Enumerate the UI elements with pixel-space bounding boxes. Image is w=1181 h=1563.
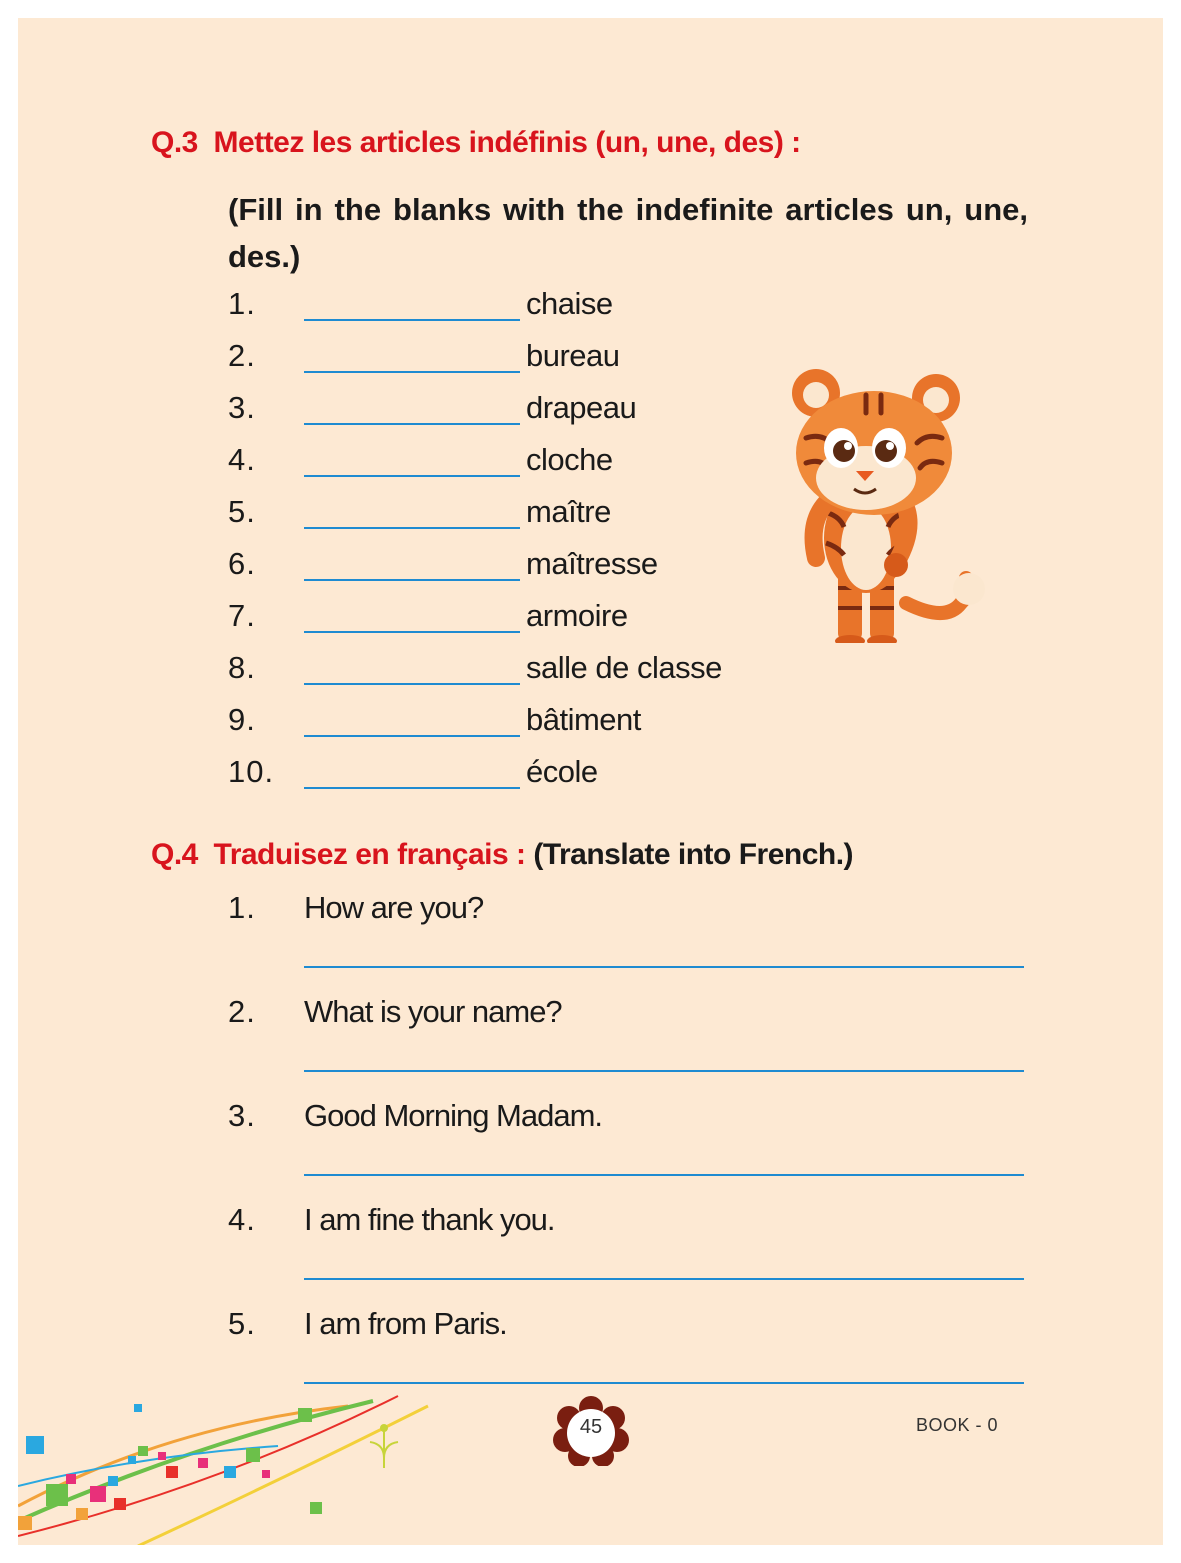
- item-sentence: How are you?: [304, 890, 484, 925]
- answer-blank[interactable]: [304, 319, 520, 321]
- q4-item: [228, 1098, 1028, 1198]
- item-word: drapeau: [526, 390, 637, 425]
- answer-blank[interactable]: [304, 631, 520, 633]
- item-number: 4.: [228, 442, 256, 477]
- answer-blank[interactable]: [304, 475, 520, 477]
- item-number: 7.: [228, 598, 256, 633]
- q3-item: [228, 754, 828, 806]
- q3-item: [228, 390, 828, 442]
- item-sentence: Good Morning Madam.: [304, 1098, 603, 1133]
- answer-line[interactable]: [304, 1382, 1024, 1384]
- item-word: armoire: [526, 598, 628, 633]
- answer-blank[interactable]: [304, 527, 520, 529]
- item-word: bureau: [526, 338, 620, 373]
- q4-item: [228, 994, 1028, 1094]
- q3-heading: [151, 126, 801, 160]
- q4-heading: [151, 838, 853, 872]
- item-number: 2.: [228, 994, 256, 1029]
- item-word: maître: [526, 494, 611, 529]
- q4-item: [228, 1202, 1028, 1302]
- worksheet-page: [18, 18, 1163, 1545]
- item-number: 9.: [228, 702, 256, 737]
- item-number: 6.: [228, 546, 256, 581]
- item-number: 4.: [228, 1202, 256, 1237]
- q3-item: [228, 286, 828, 338]
- q3-item: [228, 338, 828, 390]
- answer-blank[interactable]: [304, 787, 520, 789]
- answer-blank[interactable]: [304, 683, 520, 685]
- answer-blank[interactable]: [304, 735, 520, 737]
- q4-number: Q.4: [151, 838, 198, 871]
- item-number: 1.: [228, 890, 256, 925]
- q3-title: Mettez les articles indéfinis (un, une, des) :: [213, 126, 801, 159]
- answer-line[interactable]: [304, 966, 1024, 968]
- answer-blank[interactable]: [304, 371, 520, 373]
- answer-line[interactable]: [304, 1070, 1024, 1072]
- decorative-swoosh-icon: [18, 1386, 438, 1545]
- q3-item: [228, 702, 828, 754]
- item-number: 3.: [228, 1098, 256, 1133]
- q3-number: Q.3: [151, 126, 198, 159]
- q4-item: [228, 890, 1028, 990]
- book-label: BOOK - 0: [916, 1415, 999, 1435]
- item-sentence: I am fine thank you.: [304, 1202, 555, 1237]
- answer-line[interactable]: [304, 1174, 1024, 1176]
- item-number: 5.: [228, 1306, 256, 1341]
- q3-item: [228, 494, 828, 546]
- item-number: 1.: [228, 286, 256, 321]
- q4-title: Traduisez en français :: [213, 838, 526, 871]
- item-word: maîtresse: [526, 546, 658, 581]
- q3-item: [228, 598, 828, 650]
- q4-subtitle: (Translate into French.): [533, 838, 854, 871]
- q3-instruction: (Fill in the blanks with the indefinite articles un, une, des.): [228, 192, 1028, 274]
- answer-blank[interactable]: [304, 423, 520, 425]
- item-word: bâtiment: [526, 702, 641, 737]
- item-number: 3.: [228, 390, 256, 425]
- answer-line[interactable]: [304, 1278, 1024, 1280]
- item-number: 2.: [228, 338, 256, 373]
- item-word: cloche: [526, 442, 613, 477]
- page-number: 45: [579, 1416, 603, 1438]
- item-sentence: I am from Paris.: [304, 1306, 507, 1341]
- item-number: 5.: [228, 494, 256, 529]
- item-number: 10.: [228, 754, 275, 789]
- item-word: école: [526, 754, 598, 789]
- item-word: salle de classe: [526, 650, 722, 685]
- q3-item: [228, 650, 828, 702]
- answer-blank[interactable]: [304, 579, 520, 581]
- item-number: 8.: [228, 650, 256, 685]
- item-word: chaise: [526, 286, 613, 321]
- tiger-mascot-icon: [786, 353, 996, 643]
- q3-item: [228, 546, 828, 598]
- q3-item: [228, 442, 828, 494]
- item-sentence: What is your name?: [304, 994, 562, 1029]
